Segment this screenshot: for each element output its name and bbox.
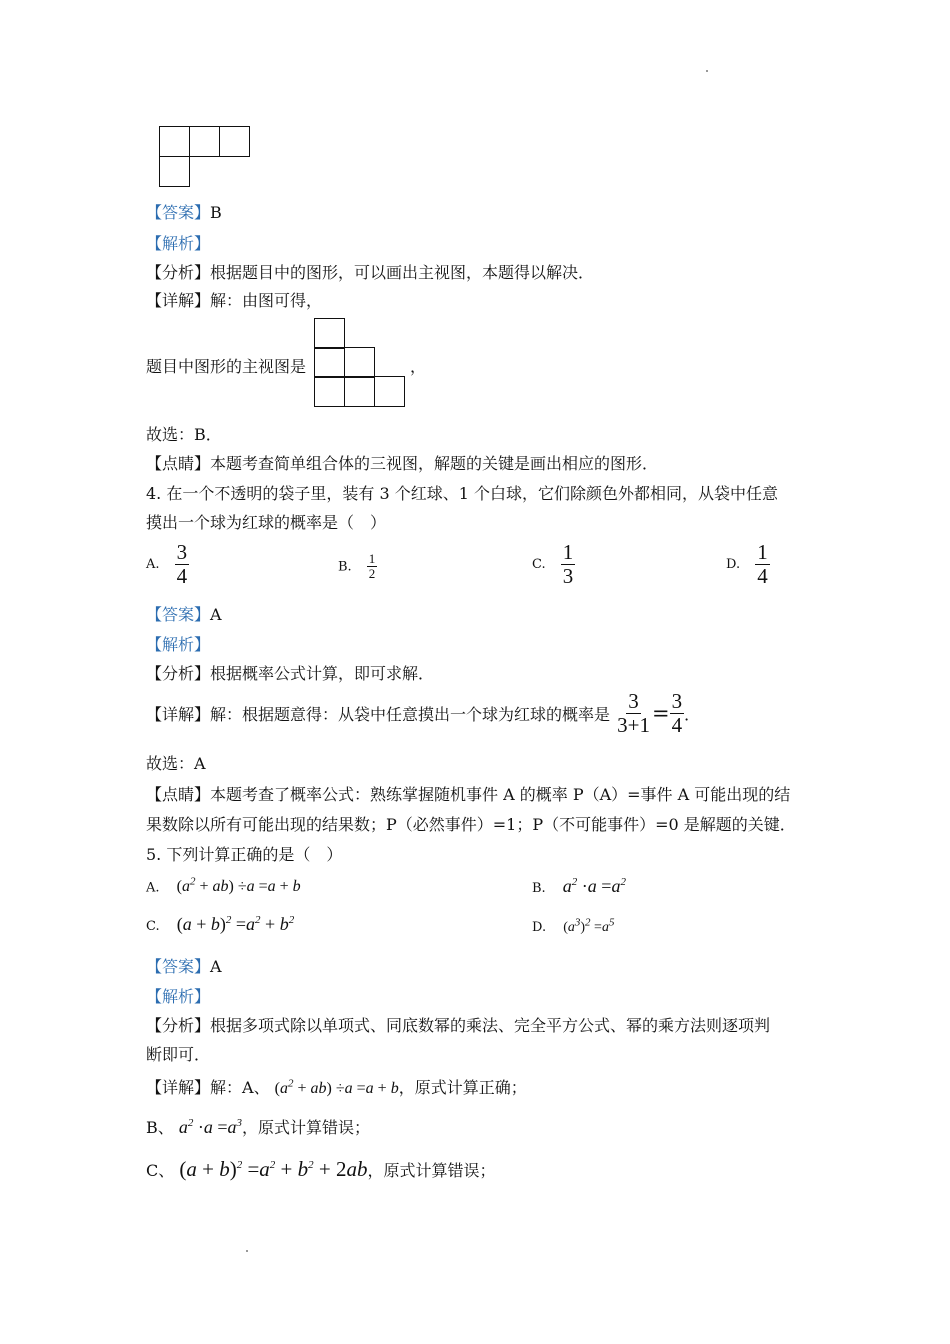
q5-xiangjie-c-expr: $(a + b)^2 =a^2 + b^2 + 2ab$ xyxy=(179,1157,368,1181)
q5-fenxi-line1: 【分析】根据多项式除以单项式、同底数幂的乘法、完全平方公式、幂的乘方法则逐项判 xyxy=(146,1016,771,1035)
q4-analysis-heading: 【解析】 xyxy=(146,635,211,654)
q5-xiangjie-a-expr: $(a^2 + ab) \div a =a + b$ xyxy=(274,1077,399,1097)
q5-xiangjie-c: C、 $(a + b)^2 =a^2 + b^2 + 2ab$，原式计算错误； xyxy=(146,1157,496,1181)
q4-dianjing-line1: 【点睛】本题考查了概率公式：熟练掌握随机事件 A 的概率 P（A）=事件 A 可能出现的结 xyxy=(146,785,791,804)
q4-stem-line2: 摸出一个球为红球的概率是（ ） xyxy=(146,513,387,532)
q3-main-view-text: 题目中图形的主视图是 xyxy=(146,357,307,376)
q4-choose: 故选：A xyxy=(146,754,206,773)
q4-option-d-fraction: $\frac{1}{4}$ xyxy=(757,540,768,589)
q5-option-a-expr: $(a^2 + ab) \div a =a + b$ xyxy=(176,876,301,896)
q3-comma: ， xyxy=(410,357,427,376)
corner-mark-top xyxy=(706,70,708,72)
q5-fenxi-line2: 断即可． xyxy=(146,1045,211,1064)
q5-xiangjie-b-expr: $a^2 \cdot a =a^3$ xyxy=(178,1117,243,1137)
q4-option-b: B. $\frac{1}{2}$ xyxy=(338,551,376,582)
q5-option-a: A. $(a^2 + ab) \div a =a + b$ xyxy=(146,876,301,896)
q5-option-d: D. $(a^3)^2 =a^5$ xyxy=(532,916,615,935)
q3-xiangjie: 【详解】解：由图可得， xyxy=(146,291,323,310)
q4-option-c-fraction: $\frac{1}{3}$ xyxy=(562,540,574,589)
q5-analysis-heading: 【解析】 xyxy=(146,987,211,1006)
q3-analysis-heading: 【解析】 xyxy=(146,234,211,253)
q4-option-a-fraction: $\frac{3}{4}$ xyxy=(176,540,188,589)
q4-answer: 【答案】A xyxy=(146,605,222,624)
q5-xiangjie-a: 【详解】解：A、 $(a^2 + ab) \div a =a + b$，原式计算正确； xyxy=(146,1077,527,1097)
q5-option-b: B. $a^2 \cdot a =a^2$ xyxy=(532,876,626,896)
q3-figure xyxy=(159,126,251,186)
q5-option-d-expr: $(a^3)^2 =a^5$ xyxy=(563,916,615,935)
q3-dianjing: 【点睛】本题考查简单组合体的三视图，解题的关键是画出相应的图形． xyxy=(146,454,659,473)
q3-choose: 故选：B． xyxy=(146,425,222,444)
q4-calc-fraction: $\frac{3}{3+1}$ xyxy=(617,689,650,738)
q5-option-b-expr: $a^2 \cdot a =a^2$ xyxy=(562,876,626,896)
q4-stem-line1: 4. 在一个不透明的袋子里，装有 3 个红球、1 个白球，它们除颜色外都相同，从袋中任意 xyxy=(146,484,778,503)
q4-fenxi: 【分析】根据概率公式计算，即可求解． xyxy=(146,664,435,683)
q4-calc-result: $\frac{3}{4}$ xyxy=(671,689,683,738)
q4-option-a: A. $\frac{3}{4}$ xyxy=(146,540,188,589)
q4-dianjing-line2: 果数除以所有可能出现的结果数；P（必然事件）=1；P（不可能事件）=0 是解题的关键． xyxy=(146,815,796,834)
q4-option-c: C. $\frac{1}{3}$ xyxy=(532,540,574,589)
q5-answer: 【答案】A xyxy=(146,957,222,976)
q4-option-d: D. $\frac{1}{4}$ xyxy=(726,540,768,589)
q4-xiangjie: 【详解】解：根据题意得：从袋中任意摸出一个球为红球的概率是 $\frac{3}{3+1}$ = $\frac{3}{4}$ ． xyxy=(146,689,701,738)
q3-fenxi: 【分析】根据题目中的图形，可以画出主视图，本题得以解决． xyxy=(146,263,595,282)
q3-answer: 【答案】B xyxy=(146,203,222,222)
corner-mark-bottom xyxy=(246,1250,248,1252)
q5-stem: 5. 下列计算正确的是（ ） xyxy=(146,845,343,864)
q5-option-c-expr: $(a + b)^2 =a^2 + b^2$ xyxy=(176,914,295,934)
q5-xiangjie-b: B、 $a^2 \cdot a =a^3$，原式计算错误； xyxy=(146,1117,371,1137)
q5-option-c: C. $(a + b)^2 =a^2 + b^2$ xyxy=(146,914,295,934)
q3-main-view-figure xyxy=(314,318,406,407)
q4-option-b-fraction: $\frac{1}{2}$ xyxy=(368,551,376,582)
